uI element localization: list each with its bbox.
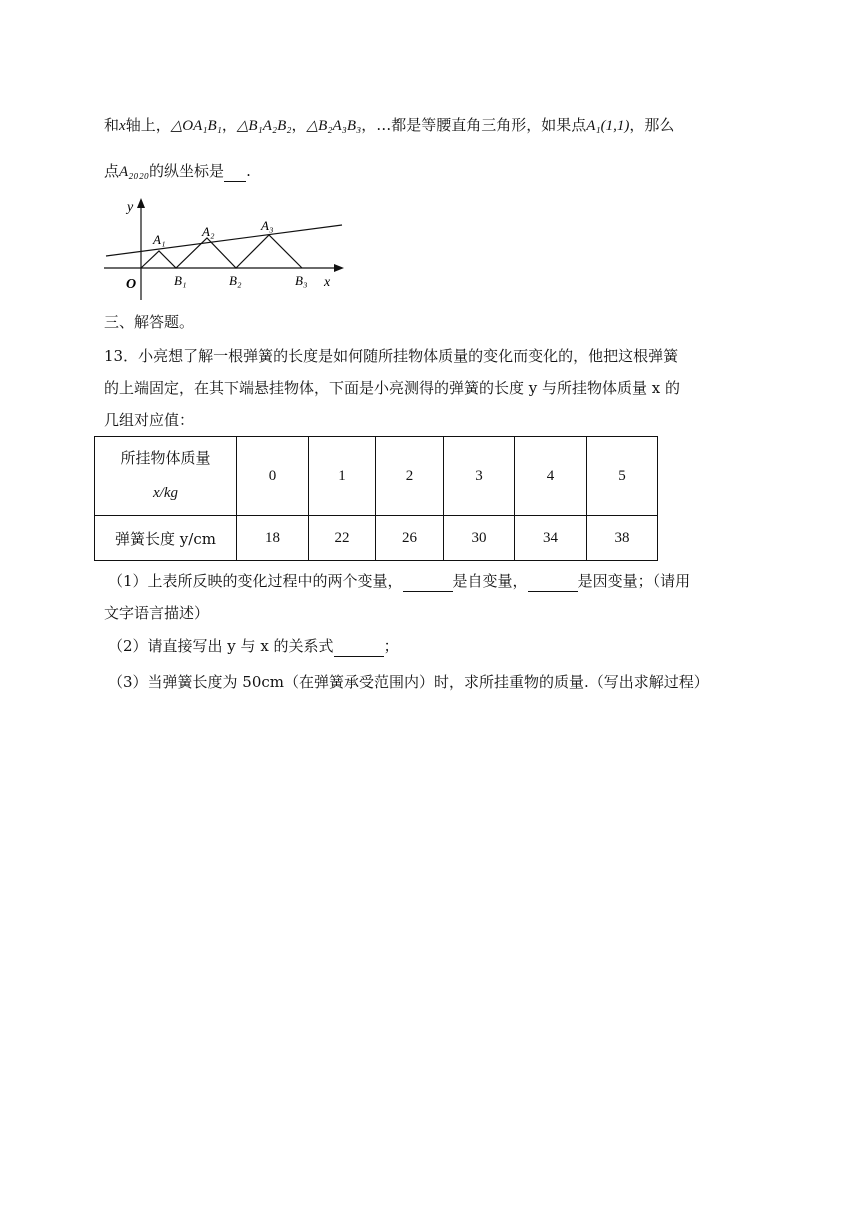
- problem12-line1: 和x轴上，△OA₁B₁，△B₁A₂B₂，△B₂A₃B₃，…都是等腰直角三角形，如果点A₁(1,1)，那么: [104, 116, 675, 134]
- text-suffix: 的纵坐标是: [149, 162, 225, 180]
- answer-blank: [224, 161, 246, 182]
- table-cell: 30: [444, 516, 515, 561]
- table-cell: 18: [237, 516, 309, 561]
- problem12-line2: [104, 161, 251, 182]
- origin-label: O: [126, 277, 137, 292]
- table-cell: 34: [515, 516, 587, 561]
- problem13-line3: 几组对应值：: [104, 411, 195, 429]
- table-cell: 2: [376, 437, 444, 516]
- answer-blank: [403, 571, 453, 592]
- triangle-2: △B₁A₂B₂: [236, 118, 292, 134]
- question-1-line1: [108, 571, 690, 592]
- question-3: （3）当弹簧长度为 50cm（在弹簧承受范围内）时，求所挂重物的质量.（写出求解过程）: [108, 673, 709, 691]
- text-prefix: 点: [104, 162, 120, 180]
- table-cell: 22: [309, 516, 376, 561]
- table-cell: 1: [309, 437, 376, 516]
- table-cell: 4: [515, 437, 587, 516]
- header-mass-line2: x/kg: [153, 485, 178, 501]
- question-1-line2: 文字语言描述）: [104, 604, 210, 622]
- section-title: 三、解答题。: [104, 313, 195, 331]
- q2-end: ；: [383, 637, 399, 655]
- header-length: 弹簧长度 y/cm: [95, 516, 237, 561]
- text-end: ，那么: [629, 116, 675, 134]
- y-axis-arrow-icon: [137, 198, 145, 208]
- problem13-line2: 的上端固定，在其下端悬挂物体，下面是小亮测得的弹簧的长度 y 与所挂物体质量 x 的: [104, 379, 681, 397]
- table-cell: 38: [587, 516, 658, 561]
- axis-x-label: x: [324, 275, 331, 290]
- triangle-3: △B₂A₃B₃: [306, 118, 362, 134]
- point-a2020: A₂₀₂₀: [119, 164, 150, 180]
- table-cell: 5: [587, 437, 658, 516]
- question-2: [108, 636, 399, 657]
- label-b3: B₃: [295, 273, 308, 288]
- problem13-line1: 13．小亮想了解一根弹簧的长度是如何随所挂物体质量的变化而变化的，他把这根弹簧: [104, 347, 679, 365]
- header-mass: [95, 437, 237, 516]
- x-axis-arrow-icon: [334, 264, 344, 272]
- x-variable: x: [119, 118, 126, 134]
- axis-y-label: y: [127, 200, 134, 215]
- text-mid: 轴上，: [125, 116, 171, 134]
- triangle-1: △OA₁B₁: [170, 118, 222, 134]
- answer-blank: [334, 636, 384, 657]
- label-a3: A₃: [261, 218, 274, 233]
- table-row-mass: [95, 437, 658, 516]
- q2-text: （2）请直接写出 y 与 x 的关系式: [108, 637, 334, 655]
- label-a1: A₁: [153, 232, 166, 247]
- q1-part-c: 是因变量；（请用: [577, 572, 691, 590]
- answer-blank: [528, 571, 578, 592]
- label-a2: A₂: [202, 224, 215, 239]
- label-b1: B₁: [174, 273, 187, 288]
- table-cell: 26: [376, 516, 444, 561]
- text-suffix: ，…都是等腰直角三角形，如果点: [361, 116, 587, 134]
- text-end: .: [246, 162, 251, 180]
- data-table: [94, 436, 658, 561]
- point-a1: A₁(1,1): [586, 118, 630, 134]
- table-cell: 3: [444, 437, 515, 516]
- text-prefix: 和: [104, 116, 120, 134]
- triangle-figure: [104, 196, 354, 302]
- header-mass-line1: 所挂物体质量: [120, 451, 211, 467]
- label-b2: B₂: [229, 273, 242, 288]
- q1-part-b: 是自变量，: [452, 572, 528, 590]
- table-cell: 0: [237, 437, 309, 516]
- table-row-length: [95, 516, 658, 561]
- q1-part-a: （1）上表所反映的变化过程中的两个变量，: [108, 572, 403, 590]
